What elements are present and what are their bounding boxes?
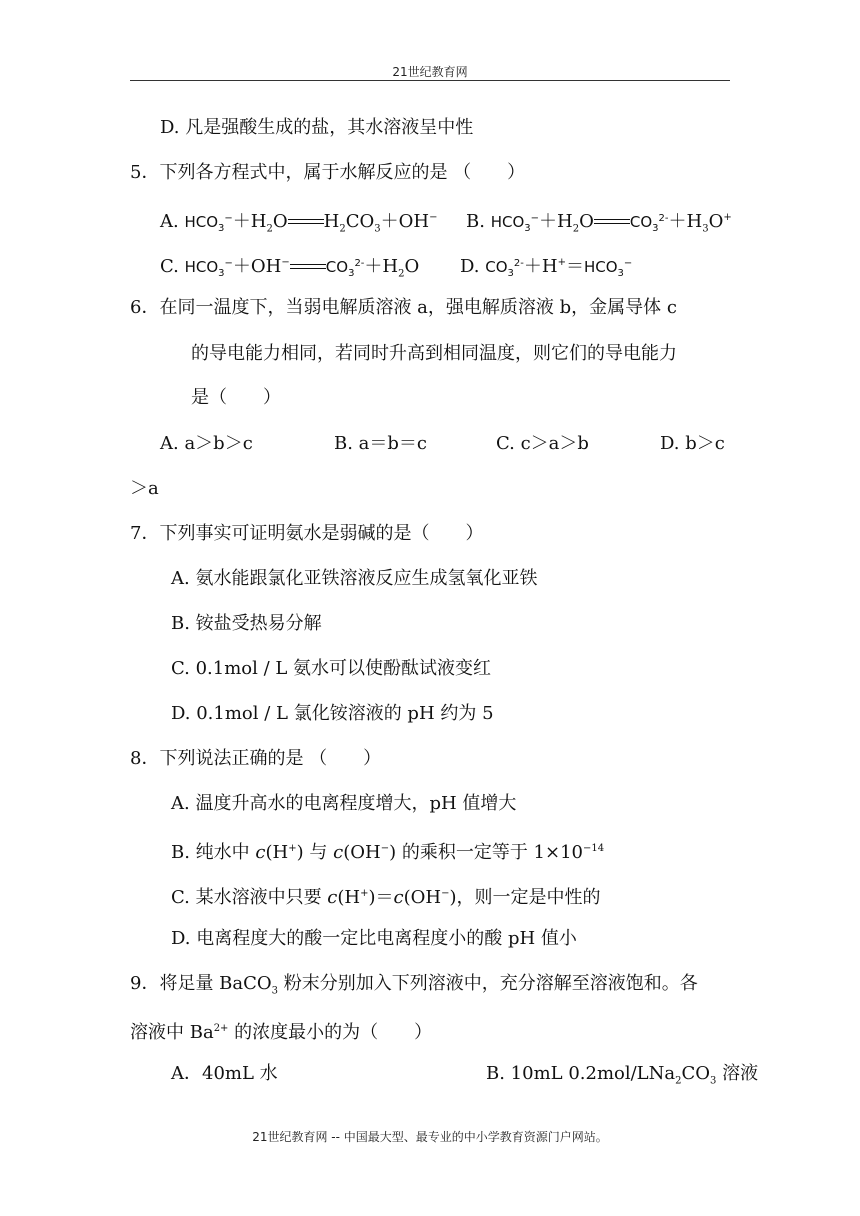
equilibrium-arrow-icon xyxy=(290,262,326,272)
q5-option-b: B. $HCO_3^-+H_2O$ $CO_3^{2-}+H_3O^+$ xyxy=(466,211,732,235)
q5-stem: 5．下列各方程式中，属于水解反应的是 （ ） xyxy=(130,162,526,183)
q9-option-a: A．40mL 水 xyxy=(171,1063,278,1084)
q9-option-b: B. 10mL $0.2mol/LNa_2CO_3$ 溶液 xyxy=(486,1063,759,1087)
q7-option-b: B. 铵盐受热易分解 xyxy=(171,613,322,634)
q6-option-d-cont: ＞a xyxy=(130,478,159,499)
q8-option-c: C. 某水溶液中只要 c(H+)＝c(OH−)，则一定是中性的 xyxy=(171,887,601,908)
q6-option-d: D. b＞c xyxy=(660,433,725,454)
q9-line-2: 溶液中 $Ba^{2+}$ 的浓度最小的为（ ） xyxy=(130,1022,433,1043)
equilibrium-arrow-icon xyxy=(288,217,324,227)
q6-line-3: 是（ ） xyxy=(191,387,281,408)
q5-d-label: D. xyxy=(460,256,480,277)
q4-option-d: D. 凡是强酸生成的盐，其水溶液呈中性 xyxy=(160,117,474,138)
q6-option-b: B. a＝b＝c xyxy=(334,433,428,454)
q7-option-d: D. 0.1mol / L 氯化铵溶液的 pH 约为 5 xyxy=(171,703,494,724)
q6-line-2: 的导电能力相同，若同时升高到相同温度，则它们的导电能力 xyxy=(191,343,677,364)
q6-option-c: C. c＞a＞b xyxy=(496,433,589,454)
q7-option-a: A. 氨水能跟氯化亚铁溶液反应生成氢氧化亚铁 xyxy=(171,568,538,589)
q8-stem: 8．下列说法正确的是 （ ） xyxy=(130,748,382,769)
q9-line-1: 9．将足量 BaCO$_3$ 粉末分别加入下列溶液中，充分溶解至溶液饱和。各 xyxy=(130,973,698,997)
q5-a-label: A. xyxy=(160,211,179,232)
q7-stem: 7．下列事实可证明氨水是弱碱的是（ ） xyxy=(130,523,484,544)
page-footer: 21世纪教育网 -- 中国最大型、最专业的中小学教育资源门户网站。 xyxy=(252,1130,608,1144)
q5-c-label: C. xyxy=(160,256,179,277)
page-header: 21世纪教育网 xyxy=(392,65,468,79)
q7-option-c: C. 0.1mol / L 氨水可以使酚酞试液变红 xyxy=(171,658,492,679)
q8-option-d: D. 电离程度大的酸一定比电离程度小的酸 pH 值小 xyxy=(171,928,577,949)
q6-option-a: A. a＞b＞c xyxy=(160,433,253,454)
equilibrium-arrow-icon xyxy=(594,217,630,227)
q8-option-a: A. 温度升高水的电离程度增大，pH 值增大 xyxy=(171,793,517,814)
q5-b-label: B. xyxy=(466,211,485,232)
q8-option-b: B. 纯水中 c(H+) 与 c(OH−) 的乘积一定等于 $1\times 10^{-14}$ xyxy=(171,842,605,863)
header-rule xyxy=(130,80,730,81)
q5-option-a: A. $HCO_3^-+H_2O$ $H_2CO_3+OH^-$ xyxy=(160,211,438,235)
q5-option-c: C. $HCO_3^-+OH^-$ $CO_3^{2-}+H_2O$ xyxy=(160,256,420,280)
q6-line-1: 6．在同一温度下，当弱电解质溶液 a，强电解质溶液 b，金属导体 c xyxy=(130,297,677,318)
q5-option-d: D. $CO_3^{2-}+H^+=HCO_3^-$ xyxy=(460,256,633,279)
